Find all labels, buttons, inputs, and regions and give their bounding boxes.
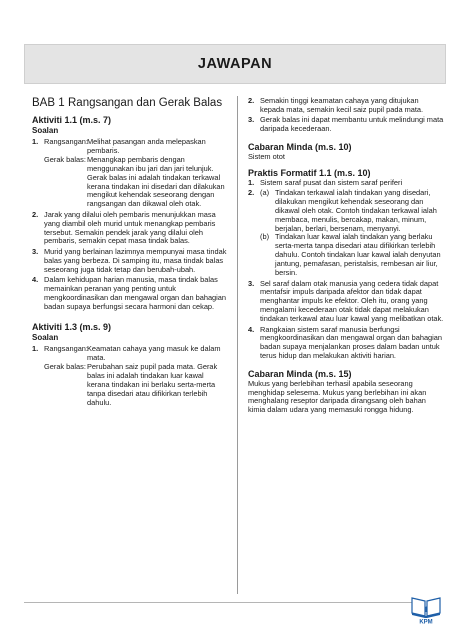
section-heading: Praktis Formatif 1.1 (m.s. 10) xyxy=(248,167,371,178)
header-banner xyxy=(24,44,446,84)
section-text: Sistem otot xyxy=(248,151,285,161)
item-text: Sel saraf dalam otak manusia yang cedera tidak dapat mentafsir impuls daripada afektor dan tidak dapat menghantar impuls ke efektor. Oleh itu, orang yang mengalami kecederaan otak tidak dapat melakukan tindakan terkawal atau luar kawal yang melibatkan otak. xyxy=(260,278,444,324)
item-number: 1. xyxy=(248,177,255,187)
row-text: Keamatan cahaya yang masuk ke dalam mata. xyxy=(87,344,221,363)
row-text: Menangkap pembaris dengan menggunakan ibu jari dan jari telunjuk. Gerak balas ini adalah tindakan terkawal kerana tindakan ini disedari dan dilakukan mengikut kehendak seseorang dengan rangsangan dan dikawal oleh otak. xyxy=(87,154,225,209)
item-text: Gerak balas ini dapat membantu untuk melindungi mata daripada kecederaan. xyxy=(260,115,444,134)
section-heading: Cabaran Minda (m.s. 15) xyxy=(248,368,352,379)
item-number: 4. xyxy=(248,324,255,334)
item-number: 2. xyxy=(248,187,255,197)
item-number: 2. xyxy=(248,96,255,105)
answer-item xyxy=(32,138,228,209)
section-subheading: Soalan xyxy=(32,126,59,135)
row-label: Gerak balas: xyxy=(44,362,86,372)
logo-text: KPM xyxy=(419,619,433,624)
item-number: 1. xyxy=(32,344,39,354)
section-heading: Aktiviti 1.3 (m.s. 9) xyxy=(32,322,112,333)
answer-item xyxy=(32,248,228,275)
item-text: Murid yang berlainan lazimnya mempunyai masa tindak balas yang berbeza. Di samping itu, masa tindak balas seseorang juga tidak tetap dan berubah-ubah. xyxy=(44,246,227,274)
part-text: Tindakan luar kawal ialah tindakan yang berlaku serta-merta tanpa disedari atau difikirkan terlebih dahulu. Contoh tindakan luar kawal ialah denyutan jantung, pemafasan, peristalsis, rembesan air liur, bersin. xyxy=(275,232,441,278)
right-column xyxy=(248,97,444,415)
part-label: (b) xyxy=(260,232,270,242)
row-label: Gerak balas: xyxy=(44,154,86,164)
section-subheading: Soalan xyxy=(32,333,59,343)
item-text: Rangkaian sistem saraf manusia berfungsi mengkoordinasikan dan mengawal organ dan bahagian badan supaya menjalankan proses dalam badan untuk terus hidup dan melakukan aktiviti harian. xyxy=(260,324,443,361)
item-text: Sistem saraf pusat dan sistem saraf periferi xyxy=(260,177,403,187)
item-number: 2. xyxy=(32,209,39,219)
chapter-number: BAB 1 xyxy=(32,97,65,109)
column-divider xyxy=(237,96,238,594)
section-heading: Aktiviti 1.1 (m.s. 7) xyxy=(32,115,112,125)
row-text: Melihat pasangan anda melepaskan pembaris. xyxy=(87,137,206,155)
row-text: Perubahan saiz pupil pada mata. Gerak balas ini adalah tindakan luar kawal kerana tindakan ini berlaku serta-merta tanpa disedari atau difikirkan terlebih dahulu. xyxy=(87,362,218,407)
item-number: 1. xyxy=(32,137,39,146)
chapter-heading xyxy=(32,97,228,110)
answer-item xyxy=(248,280,444,325)
chapter-title: Rangsangan dan Gerak Balas xyxy=(68,97,223,109)
item-number: 3. xyxy=(32,246,39,256)
answer-item xyxy=(248,97,444,115)
footer-rule xyxy=(24,602,414,603)
answer-item xyxy=(32,345,228,407)
row-label: Rangsangan: xyxy=(44,137,88,146)
item-number: 4. xyxy=(32,275,39,285)
kpm-book-logo-icon xyxy=(410,594,442,624)
answer-item xyxy=(32,211,228,247)
answer-item xyxy=(248,116,444,134)
answer-item xyxy=(248,189,444,278)
answer-item xyxy=(248,179,444,188)
item-text: Semakin tinggi keamatan cahaya yang ditujukan kepada mata, semakin kecil saiz pupil pada mata. xyxy=(260,96,424,114)
section-text: Mukus yang berlebihan terhasil apabila seseorang menghidap selesema. Mukus yang berlebihan ini akan menghalang reseptor daripada dirangsang oleh bahan kimia dalam udara yang memasuki rongga hidung. xyxy=(248,378,427,415)
item-text: Jarak yang dilalui oleh pembaris menunjukkan masa yang diambil oleh murid untuk menangkap pembaris tersebut. Semakin pendek jarak yang dilalui oleh pembaris, semakin cepat masa tindak balas. xyxy=(44,209,216,246)
part-label: (a) xyxy=(260,187,270,197)
page-title: JAWAPAN xyxy=(197,56,273,72)
item-text: Dalam kehidupan harian manusia, masa tindak balas memainkan peranan yang penting untuk mengkoordinasikan dan mengawal organ dan bahagian badan supaya berfungsi secara harmoni dan cekap. xyxy=(44,275,227,311)
part-text: Tindakan terkawal ialah tindakan yang disedari, dilakukan mengikut kehendak seseorang dan dikawal oleh otak. Contoh tindakan terkawal ialah membaca, menulis, bercakap, makan, minum, berjalan, berlari, bersenam, menyanyi. xyxy=(275,187,437,233)
answer-item xyxy=(248,326,444,362)
answer-item xyxy=(32,276,228,312)
row-label: Rangsangan: xyxy=(44,344,88,354)
section-heading: Cabaran Minda (m.s. 10) xyxy=(248,141,352,152)
page-number: 1 xyxy=(424,605,428,614)
left-column xyxy=(32,97,228,409)
item-number: 3. xyxy=(248,278,255,288)
item-number: 3. xyxy=(248,115,255,125)
